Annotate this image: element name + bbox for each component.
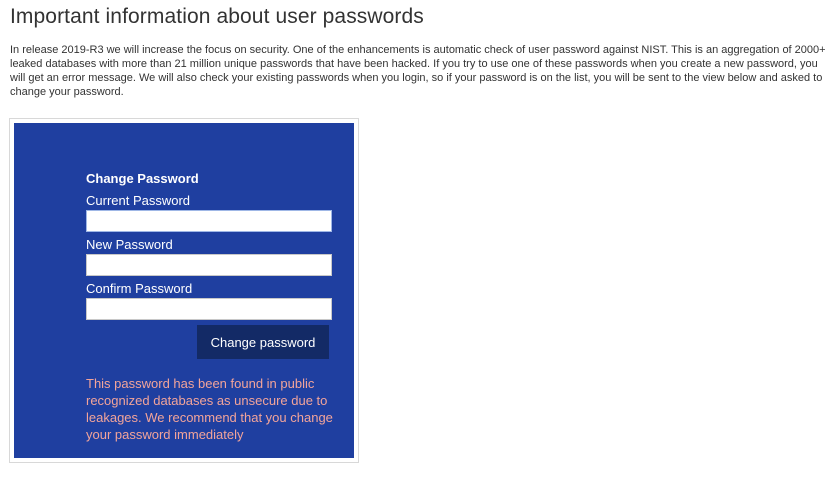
- current-password-field[interactable]: [86, 210, 332, 232]
- page-title: Important information about user passwords: [10, 5, 424, 28]
- change-password-form: [86, 171, 336, 443]
- error-message: This password has been found in public recognized databases as unsecure due to leakages. We recommend that you change your password immediately: [86, 376, 333, 442]
- intro-paragraph: In release 2019-R3 we will increase the focus on security. One of the enhancements is automatic check of user password against NIST. This is an aggregation of 2000+ leaked databases with more than 21 million unique passwords that have been hacked. If you try to use one of these passwords when you create a new password, you will get an error message. We will also check your existing passwords when you login, so if your password is on the list, you will be sent to the view below and asked to change your password.: [10, 44, 826, 98]
- change-password-panel: [14, 123, 354, 458]
- current-password-label: Current Password: [86, 193, 191, 208]
- change-password-button[interactable]: Change password: [197, 325, 329, 359]
- form-heading: Change Password: [86, 171, 199, 186]
- new-password-field[interactable]: [86, 254, 332, 276]
- confirm-password-label: Confirm Password: [86, 281, 193, 296]
- embedded-screenshot: [9, 118, 359, 463]
- confirm-password-field[interactable]: [86, 298, 332, 320]
- new-password-label: New Password: [86, 237, 173, 252]
